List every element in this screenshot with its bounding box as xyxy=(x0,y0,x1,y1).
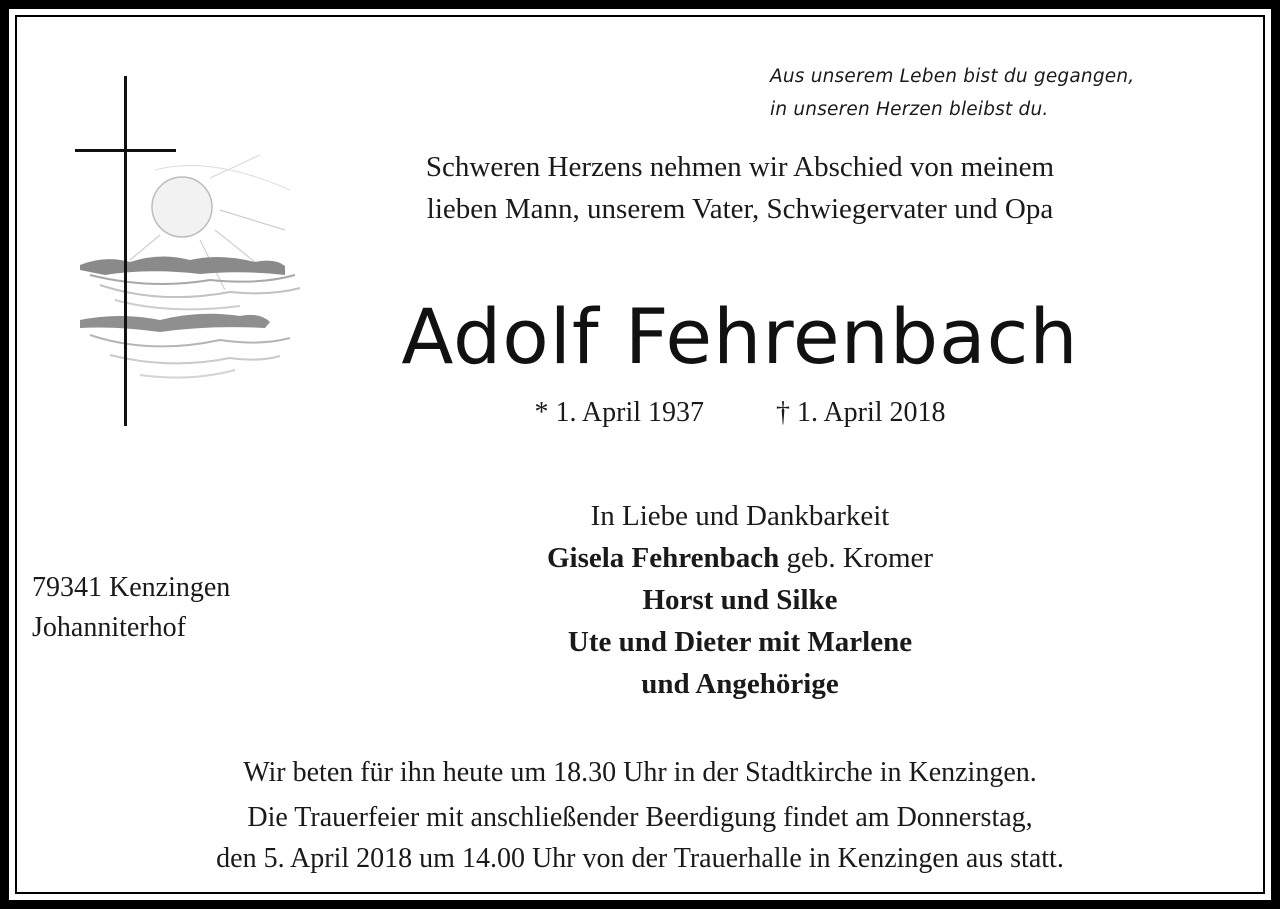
motto-line-1: Aus unserem Leben bist du gegangen, xyxy=(770,66,1135,87)
spouse-name: Gisela Fehrenbach xyxy=(546,542,780,574)
cross-icon xyxy=(75,76,176,426)
farewell-intro xyxy=(330,146,1150,230)
funeral-line-1: Die Trauerfeier mit anschließender Beerdigung findet am Donnerstag, xyxy=(247,802,1033,833)
landscape-illustration xyxy=(80,256,300,377)
funeral-line-2: den 5. April 2018 um 14.00 Uhr von der Trauerhalle in Kenzingen aus statt. xyxy=(216,843,1064,874)
service-details xyxy=(30,752,1250,879)
mourner-spouse xyxy=(330,537,1150,579)
birth-date: * 1. April 1937 xyxy=(534,397,704,428)
life-dates xyxy=(330,393,1150,433)
mourner-line-3: Ute und Dieter mit Marlene xyxy=(567,626,913,658)
deceased-name: Adolf Fehrenbach xyxy=(401,292,1079,381)
address-line-1: 79341 Kenzingen xyxy=(32,572,231,603)
mourners-block xyxy=(330,495,1150,705)
mourner-line-2: Horst und Silke xyxy=(642,584,838,616)
spouse-maiden-name: geb. Kromer xyxy=(779,542,934,574)
intro-line-1: Schweren Herzens nehmen wir Abschied von meinem xyxy=(425,151,1055,183)
prayer-notice: Wir beten für ihn heute um 18.30 Uhr in der Stadtkirche in Kenzingen. xyxy=(243,757,1037,788)
mourner-line-4: und Angehörige xyxy=(641,668,839,700)
intro-line-2: lieben Mann, unserem Vater, Schwiegervater und Opa xyxy=(426,193,1054,225)
address-line-2: Johanniterhof xyxy=(32,612,186,643)
motto-verse xyxy=(770,60,1210,126)
death-date: † 1. April 2018 xyxy=(776,397,946,428)
mourners-intro: In Liebe und Dankbarkeit xyxy=(590,500,890,532)
motto-line-2: in unseren Herzen bleibst du. xyxy=(770,99,1049,120)
cross-landscape-illustration xyxy=(60,70,320,440)
address-block xyxy=(32,568,312,648)
